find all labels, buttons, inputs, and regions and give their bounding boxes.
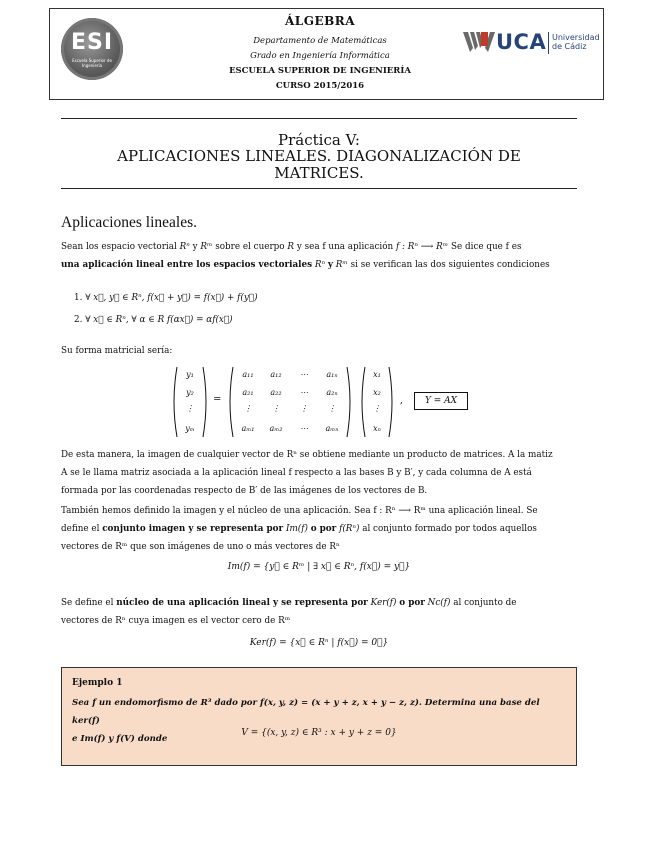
example-line2: e Im(f) y f(V) donde [72, 734, 168, 744]
matrix-explanation-line2: A se le llama matriz asociada a la aplicación lineal f respecto a las bases B y B′, y cada columna de A está [61, 468, 532, 478]
image-equation: Im(f) = {y⃗ ∈ Rᵐ | ∃ x⃗ ∈ Rⁿ, f(x⃗) = y⃗} [227, 562, 411, 572]
matrix-explanation-line1: De esta manera, la imagen de cualquier vector de Rⁿ se obtiene mediante un producto de matrices. A la matiz [61, 450, 553, 460]
matrix-equation [0, 366, 655, 438]
left-paren-icon [226, 366, 234, 438]
a-entry: ⋯ [300, 424, 308, 433]
uca-logo-word: UCA [496, 30, 547, 54]
practice-number: Práctica V: [278, 131, 360, 149]
a-entry: ⋮ [328, 404, 336, 413]
y-entry: y₁ [186, 370, 194, 379]
image-definition [61, 502, 577, 556]
header-course: CURSO 2015/2016 [275, 81, 365, 91]
a-entry: a₁ₙ [326, 370, 338, 379]
x-entry: x₁ [373, 370, 381, 379]
example-title: Ejemplo 1 [72, 678, 123, 688]
title-rule-top [61, 118, 577, 119]
left-paren-icon [358, 366, 366, 438]
definition-paragraph [61, 238, 577, 274]
a-entry: a₂ₙ [326, 388, 338, 397]
a-entry: a₁₂ [270, 370, 282, 379]
a-entry: ⋮ [272, 404, 280, 413]
image-definition-line3: vectores de Rᵐ que son imágenes de uno o más vectores de Rⁿ [61, 542, 340, 552]
practice-title [61, 148, 577, 182]
header-title: ÁLGEBRA [284, 14, 356, 28]
practice-title-line2: MATRICES. [274, 164, 364, 182]
a-entry: a₁₁ [242, 370, 254, 379]
y-entry: yₘ [185, 424, 195, 433]
boxed-equation: Y = AX [414, 392, 468, 410]
equals-sign: = [213, 394, 222, 405]
right-paren-icon [346, 366, 354, 438]
header-department: Departamento de Matemáticas [253, 36, 387, 46]
example-statement [72, 694, 568, 748]
y-entry: y₂ [186, 388, 194, 397]
a-matrix [234, 366, 346, 438]
section-heading: Aplicaciones lineales. [61, 214, 198, 231]
a-entry: aₘ₂ [269, 424, 283, 433]
example-box [61, 667, 577, 766]
example-equation: V = {(x, y, z) ∈ R³ : x + y + z = 0} [241, 728, 397, 738]
definition-line1: Sean los espacio vectorial Rⁿ y Rᵐ sobre el cuerpo R y sea f una aplicación f : Rⁿ ⟶ Rᵐ Se dice que f es [61, 242, 522, 252]
matrix-intro: Su forma matricial sería: [61, 346, 173, 356]
matrix-explanation-line3: formada por las coordenadas respecto de B′ de las imágenes de los vectores de B. [61, 486, 428, 496]
y-vector [178, 366, 202, 438]
right-paren-icon [202, 366, 210, 438]
uca-emblem-icon [462, 28, 496, 56]
a-entry: ⋯ [300, 370, 308, 379]
kernel-definition [61, 594, 577, 630]
a-entry: a₂₁ [242, 388, 254, 397]
header-school: ESCUELA SUPERIOR DE INGENIERÍA [229, 66, 411, 76]
comma: , [400, 396, 403, 406]
x-entry: x₂ [373, 388, 381, 397]
definition-line2: una aplicación lineal entre los espacios vectoriales Rⁿ y Rᵐ si se verifican las dos siguientes condiciones [61, 260, 550, 270]
image-definition-line1: También hemos definido la imagen y el núcleo de una aplicación. Sea f : Rⁿ ⟶ Rᵐ una aplicación lineal. Se [61, 506, 538, 516]
condition-item: 2. ∀ x⃗ ∈ Rⁿ, ∀ α ∈ R f(αx⃗) = αf(x⃗) [74, 315, 233, 325]
a-entry: aₘ₁ [241, 424, 255, 433]
left-paren-icon [170, 366, 178, 438]
uca-logo-name [552, 33, 600, 51]
a-entry: ⋮ [300, 404, 308, 413]
matrix-explanation [61, 446, 577, 500]
esi-logo-subtitle: Escuela Superior de Ingeniería [72, 58, 112, 68]
kernel-definition-line1: Se define el núcleo de una aplicación lineal y se representa por Ker(f) o por Nc(f) al conjunto de [61, 598, 517, 608]
uca-logo-line2: de Cádiz [552, 42, 587, 51]
a-entry: ⋮ [244, 404, 252, 413]
kernel-equation: Ker(f) = {x⃗ ∈ Rⁿ | f(x⃗) = 0⃗} [249, 638, 389, 648]
x-entry: ⋮ [373, 404, 381, 413]
image-definition-line2: define el conjunto imagen y se representa por Im(f) o por f(Rⁿ) al conjunto formado por todos aquellos [61, 524, 537, 534]
title-rule-bottom [61, 188, 577, 189]
condition-item: 1. ∀ x⃗, y⃗ ∈ Rⁿ, f(x⃗ + y⃗) = f(x⃗) + f(y⃗) [74, 293, 258, 303]
a-entry: ⋯ [300, 388, 308, 397]
header-degree: Grado en Ingeniería Informática [250, 51, 390, 61]
esi-logo [61, 18, 123, 80]
uca-logo-line1: Universidad [552, 33, 600, 42]
a-entry: a₂₂ [270, 388, 282, 397]
kernel-definition-line2: vectores de Rⁿ cuya imagen es el vector cero de Rᵐ [61, 616, 291, 626]
conditions-list [74, 287, 258, 331]
practice-title-line1: APLICACIONES LINEALES. DIAGONALIZACIÓN DE [117, 147, 521, 165]
example-line1: Sea f un endomorfismo de R³ dado por f(x, y, z) = (x + y + z, x + y − z, z). Determina una base del ker(f) [72, 698, 540, 726]
right-paren-icon [388, 366, 396, 438]
a-entry: aₘₙ [325, 424, 339, 433]
x-vector [366, 366, 388, 438]
x-entry: xₙ [373, 424, 381, 433]
esi-logo-word: ESI [70, 30, 114, 55]
uca-logo-separator [548, 32, 549, 54]
y-entry: ⋮ [186, 404, 194, 413]
